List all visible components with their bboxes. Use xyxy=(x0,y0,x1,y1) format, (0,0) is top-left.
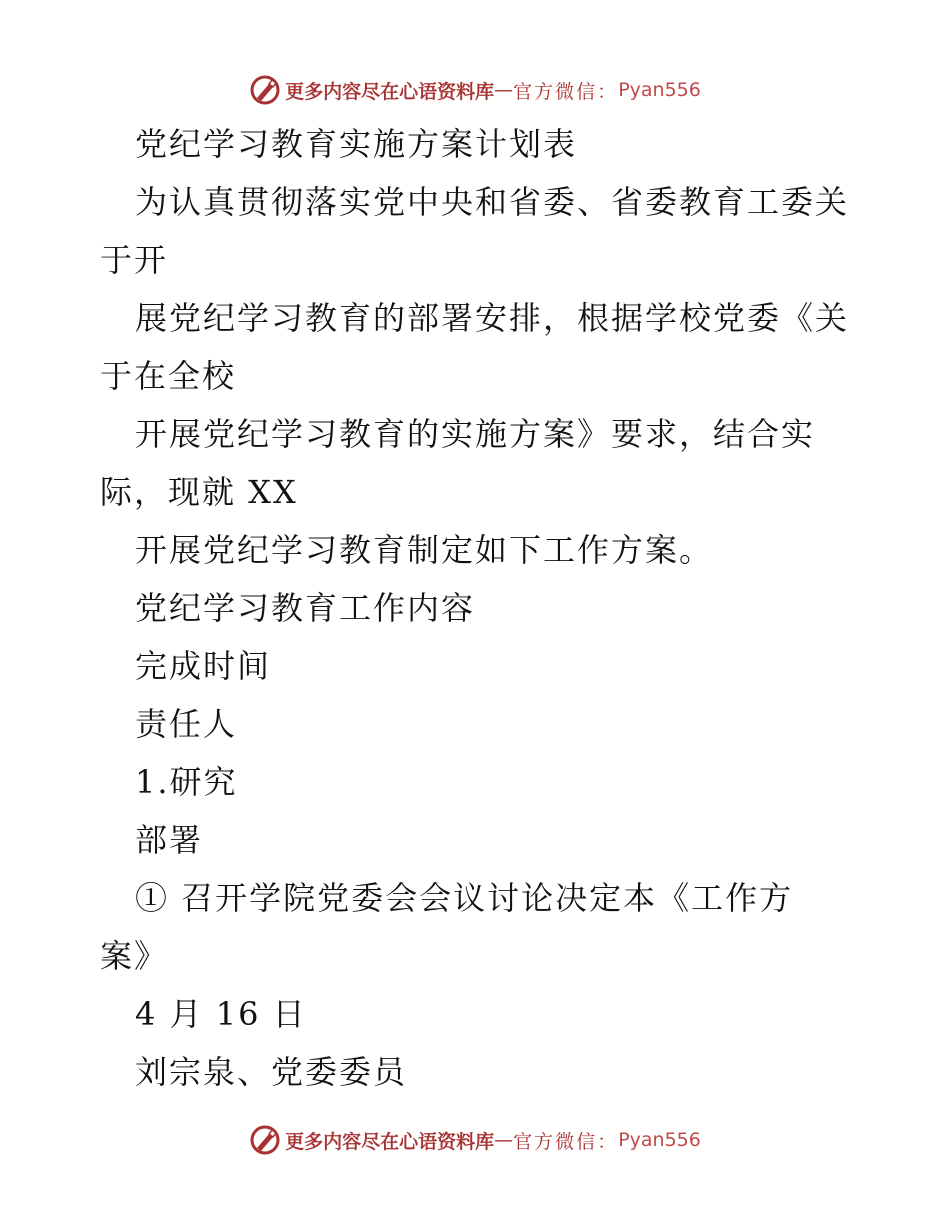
watermark-header xyxy=(0,70,950,110)
watermark-wechat-id: Pyan556 xyxy=(618,79,701,101)
table-header-content: 党纪学习教育工作内容 xyxy=(135,589,476,627)
table-header-owner: 责任人 xyxy=(135,705,238,743)
text-line: 于在全校 xyxy=(100,357,237,395)
task-item: ① 召开学院党委会会议讨论决定本《工作方 xyxy=(135,879,794,917)
task-owner: 刘宗泉、党委委员 xyxy=(135,1053,408,1091)
watermark-brand-text: 更多内容尽在心语资料库 xyxy=(285,1130,495,1153)
watermark-wechat-label: 官方微信： xyxy=(513,1130,619,1153)
table-header-time: 完成时间 xyxy=(135,647,272,685)
task-date: 4 月 16 日 xyxy=(135,995,307,1033)
watermark-footer xyxy=(0,1120,950,1160)
text-line: 展党纪学习教育的部署安排，根据学校党委《关 xyxy=(135,299,850,337)
watermark-separator: — xyxy=(494,79,514,101)
document-body xyxy=(100,115,860,1101)
document-title: 党纪学习教育实施方案计划表 xyxy=(135,125,578,163)
text-line: 开展党纪学习教育的实施方案》要求，结合实 xyxy=(135,415,816,453)
watermark-wechat-id: Pyan556 xyxy=(618,1129,701,1151)
text-line: 开展党纪学习教育制定如下工作方案。 xyxy=(135,531,714,569)
section-title: 部署 xyxy=(135,821,204,859)
text-line: 于开 xyxy=(100,241,169,279)
task-item-continued: 案》 xyxy=(100,937,169,975)
text-line: 际，现就 XX xyxy=(100,473,298,511)
watermark-wechat-label: 官方微信： xyxy=(513,80,619,103)
watermark-brand-text: 更多内容尽在心语资料库 xyxy=(285,80,495,103)
section-number: 1.研究 xyxy=(135,763,238,801)
text-line: 为认真贯彻落实党中央和省委、省委教育工委关 xyxy=(135,183,850,221)
pen-logo-icon xyxy=(249,74,281,106)
pen-logo-icon xyxy=(249,1124,281,1156)
watermark-separator: — xyxy=(494,1129,514,1151)
